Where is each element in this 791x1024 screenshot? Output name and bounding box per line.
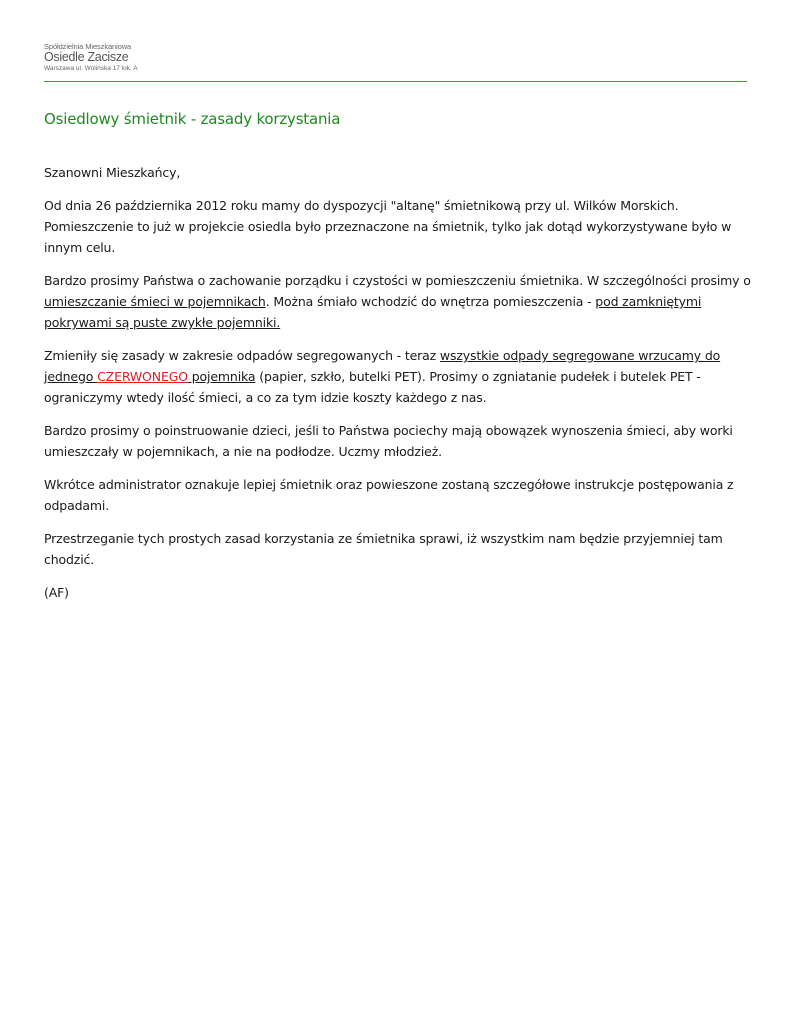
p3-underline-2: pojemnika bbox=[187, 369, 256, 384]
paragraph-6: Przestrzeganie tych prostych zasad korzystania ze śmietnika sprawi, iż wszystkim nam będzie przyjemniej tam chodzić. bbox=[44, 531, 723, 567]
org-address: Warszawa ul. Wolińska 17 lok. A bbox=[44, 65, 138, 72]
p3-text-b: (papier, szkło, butelki PET). Prosimy o zgniatanie pudełek i butelek PET - ograniczymy wtedy ilość śmieci, a co za tym idzie koszty każdego z nas. bbox=[44, 369, 701, 405]
paragraph-4: Bardzo prosimy o poinstruowanie dzieci, jeśli to Państwa pociechy mają obowązek wynoszenia śmieci, aby worki umieszczały w pojemnikach, a nie na podłodze. Uczmy młodzież. bbox=[44, 423, 733, 459]
p2-underline-2: pod zamkniętymi pokrywami są puste zwykłe pojemniki. bbox=[44, 294, 702, 330]
org-name: Osiedle Zacisze bbox=[44, 50, 129, 64]
article-title: Osiedlowy śmietnik - zasady korzystania bbox=[44, 110, 341, 128]
organization-header bbox=[44, 42, 138, 73]
p2-text-b: . Można śmiało wchodzić do wnętrza pomieszczenia - bbox=[265, 294, 596, 309]
p3-text-a: Zmieniły się zasady w zakresie odpadów segregowanych - teraz bbox=[44, 348, 440, 363]
p3-underline-1: wszystkie odpady segregowane wrzucamy do jednego bbox=[44, 348, 721, 384]
p3-red-highlight: CZERWONEGO bbox=[97, 369, 188, 384]
paragraph-1: Od dnia 26 października 2012 roku mamy do dyspozycji "altanę" śmietnikową przy ul. Wilków Morskich. Pomieszczenie to już w projekcie osiedla było przeznaczone na śmietnik, tylko jak dotąd wykorzystywane było w innym celu. bbox=[44, 198, 732, 255]
header-divider bbox=[44, 81, 747, 82]
paragraph-3 bbox=[44, 345, 752, 408]
org-type: Spółdzielnia Mieszkaniowa bbox=[44, 42, 132, 51]
signature: (AF) bbox=[44, 585, 69, 600]
paragraph-5: Wkrótce administrator oznakuje lepiej śmietnik oraz powieszone zostaną szczegółowe instrukcje postępowania z odpadami. bbox=[44, 477, 734, 513]
article-body bbox=[44, 162, 752, 615]
p2-underline-1: umieszczanie śmieci w pojemnikach bbox=[44, 294, 266, 309]
p2-text-a: Bardzo prosimy Państwa o zachowanie porządku i czystości w pomieszczeniu śmietnika. W szczególności prosimy o bbox=[44, 273, 751, 288]
greeting: Szanowni Mieszkańcy, bbox=[44, 165, 181, 180]
paragraph-2 bbox=[44, 270, 752, 333]
